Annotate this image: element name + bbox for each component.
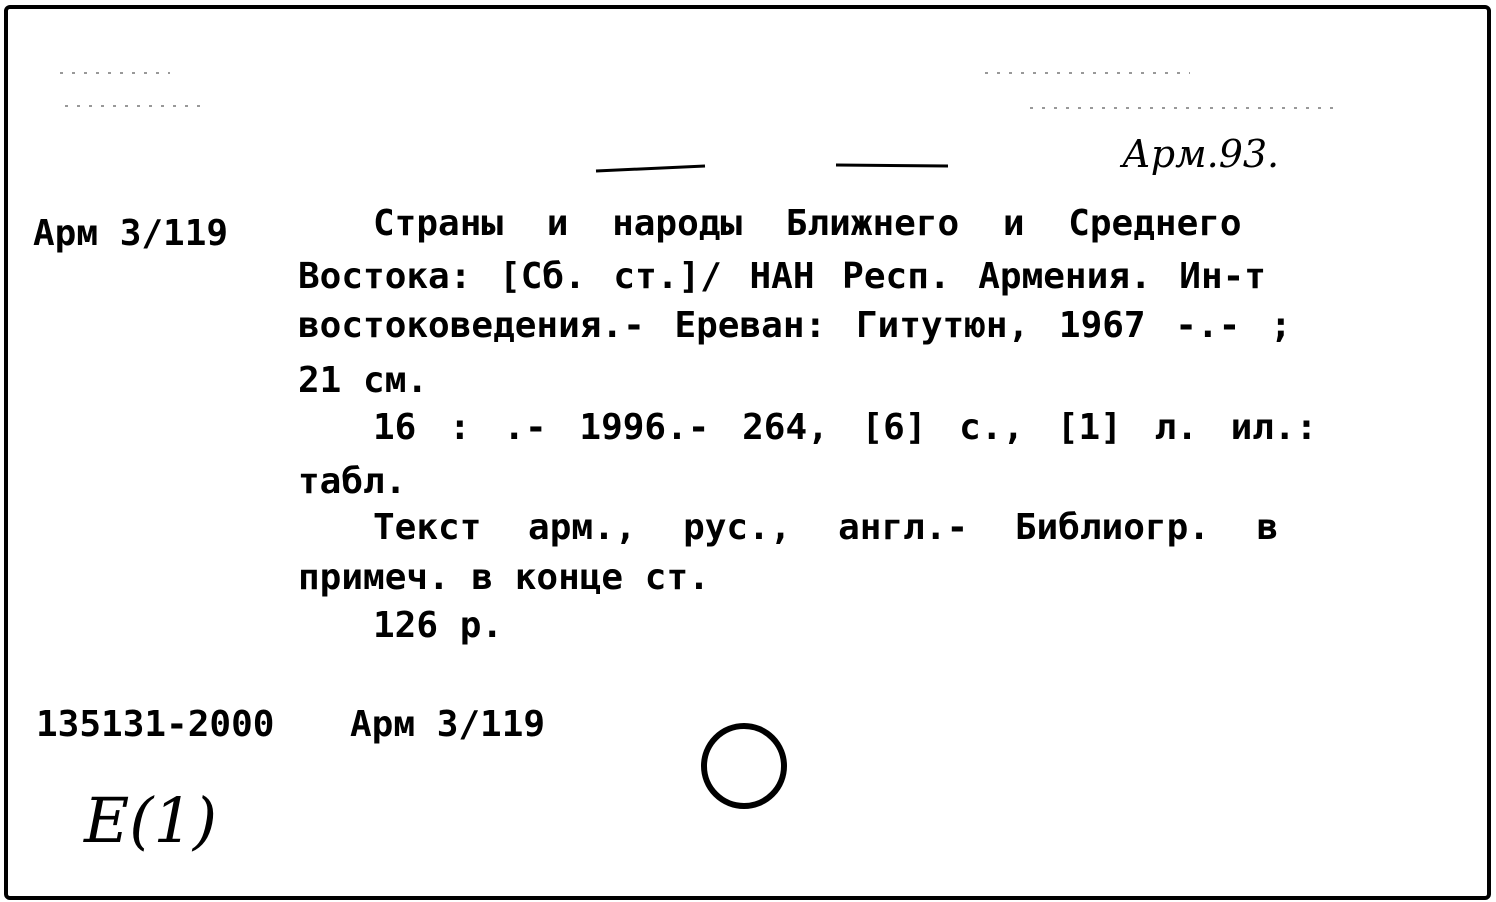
inventory-number: 135131-2000 <box>36 704 275 745</box>
description-line-8: примеч. в конце ст. <box>298 557 710 598</box>
description-line-3: востоковедения.- Ереван: Гитутюн, 1967 -.- ; <box>298 305 1292 346</box>
shelf-mark: Арм 3/119 <box>33 213 229 254</box>
footer-shelf-mark: Арм 3/119 <box>350 704 546 745</box>
handwritten-catalog-mark: Арм.93. <box>1122 132 1280 176</box>
description-line-6: табл. <box>298 461 407 502</box>
description-line-4: 21 см. <box>298 360 429 401</box>
rule-line-right <box>836 165 948 166</box>
description-line-7: Текст арм., рус., англ.- Библиогр. в <box>373 507 1279 548</box>
price: 126 р. <box>373 605 504 646</box>
handwritten-copy-mark: E(1) <box>84 784 218 857</box>
description-line-1: Страны и народы Ближнего и Среднего <box>373 203 1242 244</box>
punch-hole-circle <box>704 726 784 806</box>
rule-line-left <box>596 166 705 171</box>
description-line-2: Востока: [Сб. ст.]/ НАН Респ. Армения. Ин-т <box>298 256 1266 297</box>
description-line-5: 16 : .- 1996.- 264, [6] с., [1] л. ил.: <box>373 407 1318 448</box>
